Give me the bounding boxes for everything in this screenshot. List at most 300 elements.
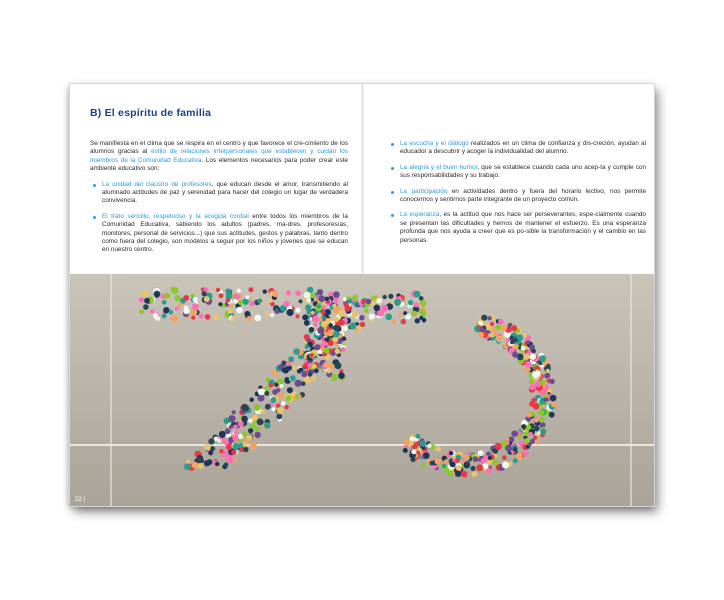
crowd-person: [243, 405, 249, 411]
crowd-person: [249, 301, 254, 306]
crowd-person: [517, 334, 524, 341]
crowd-person: [252, 415, 258, 421]
crowd-person: [334, 362, 341, 369]
crowd-person: [311, 311, 315, 315]
crowd-person: [419, 296, 424, 301]
crowd-person: [318, 295, 325, 302]
bullet-esperanza: [388, 211, 646, 245]
crowd-person: [243, 442, 248, 447]
crowd-person: [540, 422, 546, 428]
crowd-person: [409, 441, 414, 446]
crowd-person: [163, 307, 170, 314]
crowd-person: [261, 410, 266, 415]
crowd-person: [532, 372, 539, 379]
crowd-person: [333, 291, 340, 298]
crowd-person: [305, 344, 310, 349]
crowd-person: [321, 321, 327, 327]
bullet-text: [102, 213, 348, 254]
crowd-person: [399, 313, 403, 317]
crowd-person: [466, 462, 470, 466]
crowd-person: [328, 363, 334, 369]
crowd-person: [415, 318, 420, 323]
crowd-person: [311, 376, 315, 380]
crowd-person: [312, 316, 319, 323]
crowd-person: [525, 361, 531, 367]
crowd-person: [436, 447, 441, 452]
crowd-person: [524, 354, 530, 360]
crowd-person: [488, 456, 492, 460]
crowd-person: [331, 374, 338, 381]
crowd-person: [313, 323, 317, 327]
crowd-person: [249, 397, 254, 402]
crowd-person: [297, 369, 302, 374]
crowd-person: [364, 308, 369, 313]
crowd-person: [341, 347, 346, 352]
bullet-text: [400, 164, 646, 179]
crowd-person: [401, 319, 406, 324]
crowd-person: [302, 314, 308, 320]
crowd-person: [164, 293, 170, 299]
crowd-person: [472, 471, 478, 477]
crowd-person: [481, 458, 486, 463]
crowd-person: [543, 398, 547, 402]
crowd-person: [307, 363, 312, 368]
crowd-person: [229, 415, 236, 422]
crowd-person: [338, 372, 345, 379]
crowd-person: [204, 444, 210, 450]
crowd-person: [512, 352, 518, 358]
crowd-person: [511, 338, 516, 343]
crowd-person: [233, 299, 238, 304]
crowd-person: [414, 302, 419, 307]
crowd-person: [388, 294, 393, 299]
bullet-dot-icon: [391, 143, 394, 146]
crowd-photo: [70, 274, 654, 506]
crowd-person: [202, 291, 207, 296]
crowd-person: [444, 459, 449, 464]
crowd-person: [348, 299, 353, 304]
crowd-person: [456, 465, 462, 471]
crowd-person: [551, 402, 557, 408]
crowd-person: [539, 355, 546, 362]
crowd-person: [351, 311, 358, 318]
crowd-person: [538, 409, 544, 415]
crowd-person: [442, 464, 446, 468]
crowd-person: [183, 295, 189, 301]
crowd-person: [232, 435, 238, 441]
crowd-person: [518, 434, 523, 439]
crowd-person: [309, 353, 313, 357]
crowd-person: [284, 405, 288, 409]
crowd-person: [306, 298, 311, 303]
crowd-person: [266, 377, 270, 381]
crowd-person: [361, 299, 366, 304]
right-column: [388, 140, 646, 252]
crowd-formation-75: [70, 274, 654, 506]
crowd-person: [228, 309, 233, 314]
crowd-person: [512, 447, 517, 452]
crowd-person: [245, 295, 249, 299]
body-text: , es la actitud que nos hace ser perseverantes, espe-cialmente cuando se presentan las dificultades y hemos de mantener el esfuerzo. Es una esperanza profunda que nos ayuda a creer que es po-sible la transformación y el cambio en las personas.: [400, 211, 646, 244]
crowd-person: [325, 337, 330, 342]
crowd-person: [422, 318, 427, 323]
crowd-person: [502, 455, 507, 460]
crowd-person: [280, 384, 284, 388]
crowd-person: [461, 471, 467, 477]
crowd-person: [366, 299, 372, 305]
crowd-person: [498, 319, 504, 325]
crowd-person: [264, 391, 269, 396]
crowd-person: [143, 304, 149, 310]
crowd-person: [309, 327, 314, 332]
crowd-person: [271, 407, 275, 411]
crowd-person: [281, 401, 286, 406]
highlighted-text: La alegría y el buen humor: [400, 163, 478, 171]
bullet-dot-icon: [93, 216, 96, 219]
body-text: . Los elementos necesarios para poder crear este ambiente educativo son:: [90, 156, 348, 173]
body-text: realizados en un clima de confianza y dis-creción, ayudan al educador a descubrir y acoger la individualidad del alumno.: [400, 140, 647, 156]
crowd-person: [352, 295, 358, 301]
crowd-person: [473, 456, 479, 462]
crowd-person: [254, 315, 261, 322]
crowd-person: [490, 322, 494, 326]
crowd-person: [238, 421, 244, 427]
crowd-person: [502, 461, 509, 468]
crowd-person: [550, 395, 557, 402]
crowd-person: [246, 316, 252, 322]
crowd-person: [535, 439, 540, 444]
body-text: en actividades dentro y fuera del horario lectivo, nos permite conocernos y sentirnos parte integrante de un proyecto común.: [400, 187, 646, 204]
crowd-person: [546, 369, 550, 373]
crowd-person: [419, 309, 426, 316]
crowd-person: [505, 445, 512, 452]
bullet-trato: [90, 213, 348, 255]
crowd-person: [321, 310, 326, 315]
crowd-person: [360, 322, 365, 327]
crowd-person: [344, 302, 349, 307]
crowd-person: [257, 419, 264, 426]
crowd-person: [333, 331, 340, 338]
crowd-person: [304, 334, 310, 340]
highlighted-text: La esperanza: [400, 211, 440, 219]
crowd-person: [270, 313, 274, 317]
left-column: [90, 140, 348, 262]
crowd-person: [411, 311, 417, 317]
crowd-person: [497, 337, 502, 342]
crowd-person: [403, 448, 408, 453]
crowd-person: [269, 383, 274, 388]
crowd-person: [327, 369, 331, 373]
crowd-person: [184, 463, 191, 470]
crowd-person: [226, 456, 233, 463]
crowd-person: [427, 444, 431, 448]
crowd-person: [495, 325, 501, 331]
crowd-person: [197, 457, 203, 463]
body-text: Se manifiesta en el clima que se respira en el centro y que favorece el cre-cimiento de los alumnos gracias al: [90, 140, 348, 156]
crowd-person: [328, 323, 333, 328]
crowd-person: [155, 293, 160, 298]
crowd-person: [305, 304, 311, 310]
crowd-person: [248, 418, 253, 423]
crowd-person: [531, 398, 536, 403]
body-text: , que educan desde el amor, transmitiendo al alumnado actitudes de paz y serenidad para hacer del colegio un lugar de verdadera convivencia.: [102, 180, 348, 205]
crowd-person: [276, 404, 280, 408]
crowd-person: [478, 450, 484, 456]
crowd-person: [508, 323, 512, 327]
crowd-person: [310, 293, 316, 299]
crowd-person: [333, 317, 339, 323]
crowd-person: [219, 449, 223, 453]
crowd-person: [263, 289, 267, 293]
crowd-person: [455, 458, 460, 463]
crowd-person: [521, 346, 525, 350]
crowd-person: [481, 315, 487, 321]
crowd-person: [153, 313, 159, 319]
crowd-person: [184, 306, 189, 311]
body-text: entre todos los miembros de la Comunidad Educativa, sabiendo los adultos (padres, ma-dres, profesores/as, monitores, personal de servicios...) que sus actitudes, gestos y palabras, tanto dentro como fuera del colegio, son modelos a seguir por los niños y jóvenes que se educan en nuestro centro.: [102, 212, 348, 254]
crowd-person: [540, 417, 545, 422]
crowd-person: [530, 353, 537, 360]
bullet-dot-icon: [391, 167, 394, 170]
crowd-person: [214, 314, 220, 320]
crowd-person: [343, 297, 347, 301]
crowd-person: [192, 462, 199, 469]
crowd-person: [175, 307, 179, 311]
crowd-person: [191, 316, 195, 320]
crowd-person: [287, 387, 293, 393]
crowd-person: [329, 349, 333, 353]
crowd-person: [408, 300, 413, 305]
crowd-person: [236, 307, 243, 314]
bullet-dot-icon: [391, 214, 394, 217]
crowd-person: [254, 432, 260, 438]
crowd-person: [339, 320, 345, 326]
crowd-person: [301, 372, 307, 378]
crowd-person: [549, 412, 555, 418]
crowd-person: [265, 312, 269, 316]
crowd-person: [471, 466, 476, 471]
crowd-person: [295, 314, 299, 318]
crowd-person: [385, 314, 392, 321]
crowd-person: [476, 464, 483, 471]
crowd-person: [272, 291, 278, 297]
crowd-person: [241, 416, 248, 423]
crowd-person: [205, 314, 211, 320]
crowd-person: [511, 325, 517, 331]
crowd-person: [317, 304, 321, 308]
crowd-person: [308, 372, 313, 377]
crowd-person: [217, 439, 221, 443]
bullet-escucha: [388, 140, 646, 157]
crowd-person: [501, 325, 507, 331]
crowd-person: [529, 344, 535, 350]
crowd-person: [223, 439, 229, 445]
brochure-spread: [70, 84, 654, 506]
page-footer: [75, 497, 85, 503]
crowd-person: [219, 293, 224, 298]
crowd-person: [215, 462, 220, 467]
crowd-person: [421, 463, 425, 467]
crowd-person: [290, 375, 296, 381]
crowd-person: [219, 431, 226, 438]
highlighted-text: La unidad del claustro de profesores: [102, 180, 212, 188]
crowd-person: [224, 463, 229, 468]
crowd-person: [218, 302, 222, 306]
crowd-person: [511, 431, 517, 437]
crowd-person: [342, 325, 348, 331]
crowd-person: [369, 314, 375, 320]
crowd-person: [177, 302, 182, 307]
crowd-person: [526, 412, 531, 417]
crowd-person: [264, 422, 271, 429]
crowd-person: [141, 290, 148, 297]
bullet-text: [400, 211, 646, 243]
crowd-person: [282, 368, 287, 373]
crowd-person: [174, 295, 180, 301]
crowd-person: [317, 327, 324, 334]
crowd-person: [265, 404, 271, 410]
highlighted-text: El trato sencillo, respetuoso y la acogida cordial: [102, 212, 249, 220]
crowd-person: [242, 432, 247, 437]
intro-paragraph: [90, 140, 348, 174]
crowd-person: [295, 308, 300, 313]
crowd-person: [295, 380, 302, 387]
crowd-person: [255, 427, 261, 433]
crowd-person: [482, 463, 488, 469]
crowd-person: [488, 316, 492, 320]
crowd-person: [277, 407, 284, 414]
bullet-text: [400, 140, 646, 155]
crowd-person: [276, 414, 282, 420]
crowd-person: [420, 440, 426, 446]
crowd-person: [405, 314, 411, 320]
crowd-person: [258, 388, 265, 395]
crowd-person: [286, 290, 291, 295]
crowd-person: [301, 381, 306, 386]
crowd-person: [234, 293, 240, 299]
crowd-person: [150, 309, 154, 313]
crowd-person: [197, 463, 203, 469]
crowd-person: [229, 425, 233, 429]
crowd-person: [277, 392, 283, 398]
crowd-person: [246, 434, 252, 440]
crowd-person: [269, 299, 273, 303]
crowd-person: [336, 306, 341, 311]
page-number: 22 |: [75, 497, 85, 503]
crowd-person: [299, 299, 303, 303]
crowd-person: [192, 303, 199, 310]
crowd-person: [327, 330, 334, 337]
crowd-person: [430, 461, 435, 466]
crowd-person: [383, 295, 387, 299]
crowd-person: [492, 459, 498, 465]
crowd-person: [376, 298, 382, 304]
crowd-person: [495, 443, 502, 450]
crowd-person: [276, 388, 280, 392]
crowd-person: [391, 319, 396, 324]
crowd-person: [233, 458, 237, 462]
crowd-person: [216, 288, 220, 292]
crowd-person: [325, 297, 329, 301]
crowd-person: [287, 309, 294, 316]
crowd-person: [226, 445, 232, 451]
crowd-person: [501, 440, 507, 446]
crowd-person: [420, 300, 426, 306]
crowd-person: [254, 404, 261, 411]
section-heading: B) El espíritu de familia: [90, 107, 212, 119]
bullet-participacion: [388, 188, 646, 205]
crowd-person: [204, 296, 210, 302]
crowd-person: [464, 455, 470, 461]
crowd-person: [171, 315, 178, 322]
crowd-person: [139, 309, 144, 314]
crowd-person: [314, 344, 320, 350]
crowd-person: [411, 449, 416, 454]
crowd-person: [523, 420, 528, 425]
crowd-person: [529, 384, 535, 390]
crowd-person: [283, 301, 289, 307]
crowd-person: [238, 300, 243, 305]
bullet-text: [102, 181, 348, 205]
crowd-person: [208, 450, 213, 455]
crowd-person: [248, 428, 253, 433]
crowd-person: [394, 299, 401, 306]
crowd-person: [434, 458, 441, 465]
crowd-person: [257, 298, 262, 303]
bullet-text: [400, 188, 646, 203]
body-text: , que se establece cuando cada uno acep-ta y cumple con sus responsabilidades y su trabajo.: [400, 163, 646, 180]
crowd-person: [281, 361, 286, 366]
crowd-person: [332, 304, 336, 308]
crowd-person: [171, 287, 175, 291]
crowd-person: [248, 287, 253, 292]
crowd-person: [226, 298, 231, 303]
bullet-dot-icon: [391, 191, 394, 194]
crowd-person: [533, 403, 540, 410]
highlighted-text: La escucha y el diálogo: [400, 140, 469, 147]
bullet-dot-icon: [93, 184, 96, 187]
crowd-person: [334, 300, 338, 304]
crowd-person: [293, 348, 300, 355]
crowd-person: [381, 305, 388, 312]
crowd-person: [449, 451, 454, 456]
crowd-person: [534, 418, 539, 423]
crowd-person: [292, 365, 297, 370]
crowd-person: [530, 439, 535, 444]
crowd-person: [388, 304, 393, 309]
crowd-person: [540, 390, 546, 396]
crowd-person: [162, 314, 167, 319]
crowd-person: [493, 331, 498, 336]
crowd-person: [359, 315, 364, 320]
crowd-person: [243, 447, 248, 452]
page-fold: [361, 84, 364, 274]
crowd-person: [286, 395, 292, 401]
crowd-person: [524, 438, 530, 444]
crowd-person: [233, 425, 238, 430]
crowd-person: [506, 338, 510, 342]
crowd-person: [546, 364, 550, 368]
crowd-person: [295, 394, 300, 399]
crowd-person: [162, 300, 167, 305]
bullet-alegria: [388, 164, 646, 181]
crowd-person: [186, 460, 190, 464]
crowd-person: [139, 297, 145, 303]
crowd-person: [529, 432, 533, 436]
crowd-person: [521, 424, 526, 429]
crowd-person: [529, 379, 534, 384]
highlighted-text: estilo de relaciones interpersonales que establecen y cuidan los miembros de la Comunidad Educativa: [90, 148, 348, 164]
